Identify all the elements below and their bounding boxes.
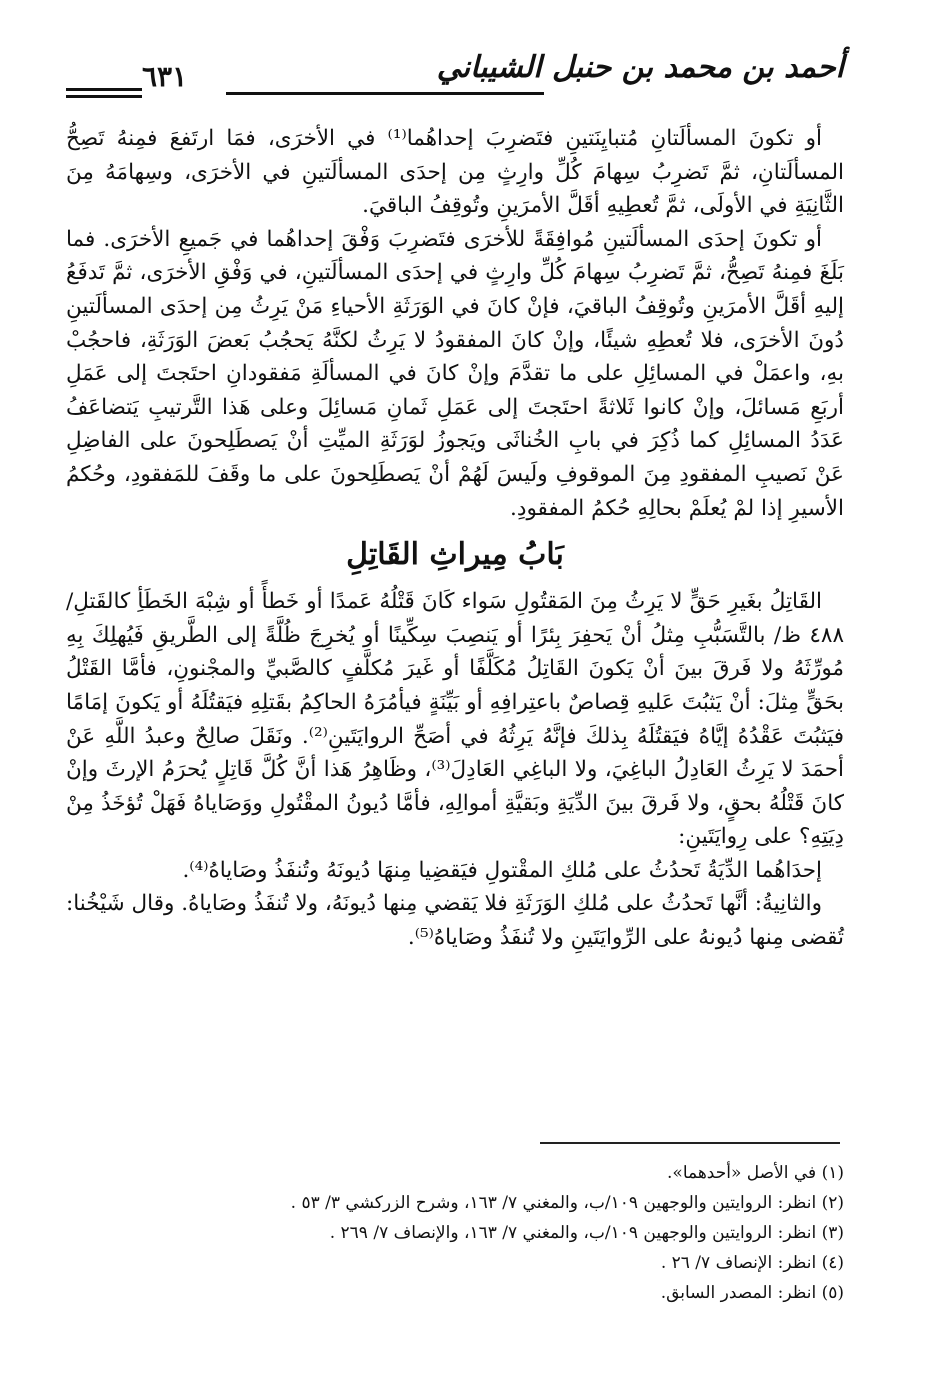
- footnote: (٤) انظر: الإنصاف ٧/ ٢٦ .: [660, 1253, 844, 1273]
- paragraph: القَاتِلُ بغَيرِ حَقٍّ لا يَرِثُ مِنَ المَقتُولِ سَواء كَانَ قَتْلُهُ عَمدًا أو خَطأً أو شِبْهَ الخَطَأِ كالقَتلِ/ ٤٨٨ ظ/ بالتَّسَبُّبِ مِثلُ أنْ يَحفِرَ بِئرًا أو يَنصِبَ سِكِّينًا أو يُخرِجَ ظُلَّةً إلى الطَّريقِ فَيُهلِكَ بِهِ مُورِّثَهُ ولا فَرقَ بينَ أنْ يَكونَ القَاتِلُ مُكَلَّفًا أو غَيرَ مُكلَّفٍ كالصَّبيِّ والمجْنونِ، فأمَّا القَتْلُ بحَقٍّ مِثلَ: أنْ يَثبُتَ عَليهِ قِصاصٌ باعتِرافِهِ أو بَيِّنَةٍ فيأمُرَهُ الحاكِمُ بقَتلِهِ فيَقتُلَهُ أو يَكونَ إمَامًا فيَثبُتَ عَقْدُهُ إيَّاهُ فيَقتُلَهُ بِذلكَ فإنَّهُ يَرِثُهُ في أصَحِّ الروايَتَينِ⁽²⁾. ونَقَلَ صالِحٌ وعبدُ اللَّهِ عَنْ أحمَدَ لا يَرِثُ العَادِلُ الباغِيَ، ولا الباغِي العَادِلَ⁽³⁾، وظَاهِرُ هَذا أنَّ كُلَّ قَاتِلٍ يُحرَمُ الإرثَ وإنْ كانَ قَتْلُهُ بحقٍ، ولا فَرقَ بينَ الدِّيَةِ وبَقيَّةِ أموالِهِ، فأمَّا دُيونُ المقْتُولِ ووَصَاياهُ فَهَلْ تُؤخَذُ مِنْ دِيَتِهِ؟ على رِوايَتَينِ:: [66, 589, 844, 850]
- paragraph: أو تكونَ إحدَى المسألَتينِ مُوافِقَةً للأخرَى فتَضرِبَ وَفْقَ إحداهُما في جَميعِ الأخرَى. فما بَلَغَ فمِنهُ تَصِحُّ، ثمَّ تَضرِبُ سِهامَ كُلِّ وارِثٍ في إحدَى المسألَتينِ، في وَفْقِ الأخرَى، ثمَّ تَدفَعُ إليهِ أقَلَّ الأمرَينِ وتُوقِفُ الباقيَ، فإنْ كانَ في الوَرَثَةِ الأحياءِ مَنْ يَرِثُ مِن إحدَى المسألَتينِ دُونَ الأخرَى، فلا تُعطِهِ شيئًا، وإنْ كانَ المفقودُ لا يَرِثُ لكنَّهُ يَحجُبُ بَعضَ الوَرَثَةِ، فاحجُبْ بهِ، واعمَلْ في المسائِلِ على ما تقدَّمَ وإنْ كانَ في المسألَةِ مَفقودانِ احتَجتَ إلى عَمَلِ أربَعِ مَسائلَ، وإنْ كانوا ثَلاثةً احتَجتَ إلى عَمَلِ ثَمانِ مَسائِلَ وعلى هَذا التَّرتيبِ يَتضاعَفُ عَدَدُ المسائِلِ كما ذُكِرَ في بابِ الخُناثَى ويَجوزُ لوَرَثَةِ الميِّتِ أنْ يَصطَلِحونَ على الفاضِلِ عَنْ نَصيبِ المفقودِ مِنَ الموقوفِ ولَيسَ لَهُمْ أنْ يَصطَلِحونَ على ما وقَفَ للمَفقودِ، وحُكمُ الأسيرِ إذا لمْ يُعلَمْ بحالِهِ حُكمُ المفقودِ.: [66, 226, 844, 521]
- section-heading: بَابُ مِيراثِ القَاتِلِ: [346, 537, 564, 573]
- page-number-rule-top: [66, 88, 142, 91]
- paragraph: والثانِيةُ: أنَّها تَحدُثُ على مُلكِ الوَرَثَةِ فلا يَقضي مِنها دُيونَهُ، ولا تُنفَذُ وصَاياهُ. وقال شَيْخُنا: تُقضى مِنها دُيونهُ على الرِّوايَتَينِ ولا تُنفَذُ وصَاياهُ⁽⁵⁾.: [66, 891, 844, 951]
- footnote: (٣) انظر: الروايتين والوجهين ١٠٩/ب، والمغني ٧/ ١٦٣، والإنصاف ٧/ ٢٦٩ .: [329, 1223, 844, 1243]
- running-title: أحمد بن محمد بن حنبل الشيباني: [436, 50, 844, 85]
- body-text: [66, 122, 844, 955]
- page-number-rule-bottom: [66, 95, 142, 98]
- paragraph: أو تكونَ المسألَتانِ مُتبايِنَتينِ فتَضرِبَ إحداهُما⁽¹⁾ في الأخرَى، فمَا ارتَفعَ فمِنهُ تَصِحُّ المسألَتانِ، ثمَّ تَضرِبُ سِهامَ كُلِّ وارِثٍ مِن إحدَى المسألَتينِ في الأخرَى، وسِهامَهُ مِنَ الثَّانِيَةِ في الأولَى، ثمَّ تُعطِيهِ أقَلَّ الأمرَينِ وتُوقِفُ الباقيَ.: [66, 126, 844, 219]
- footnote: (٥) انظر: المصدر السابق.: [660, 1283, 844, 1303]
- paragraph: إحدَاهُما الدِّيَةُ تَحدُثُ على مُلكِ المقْتولِ فيَقضِيا مِنهَا دُيونَهُ وتُنفَذُ وصَاياهُ⁽⁴⁾.: [182, 857, 822, 883]
- footnotes: [130, 1158, 844, 1308]
- header-rule: [226, 92, 544, 95]
- footnote: (٢) انظر: الروايتين والوجهين ١٠٩/ب، والمغني ٧/ ١٦٣، وشرح الزركشي ٣/ ٥٣ .: [290, 1193, 844, 1213]
- page-number: ٦٣١: [142, 60, 188, 93]
- footnote: (١) في الأصل «أحدهما».: [667, 1163, 844, 1183]
- footnote-divider: [540, 1142, 840, 1144]
- page-header: [66, 42, 844, 104]
